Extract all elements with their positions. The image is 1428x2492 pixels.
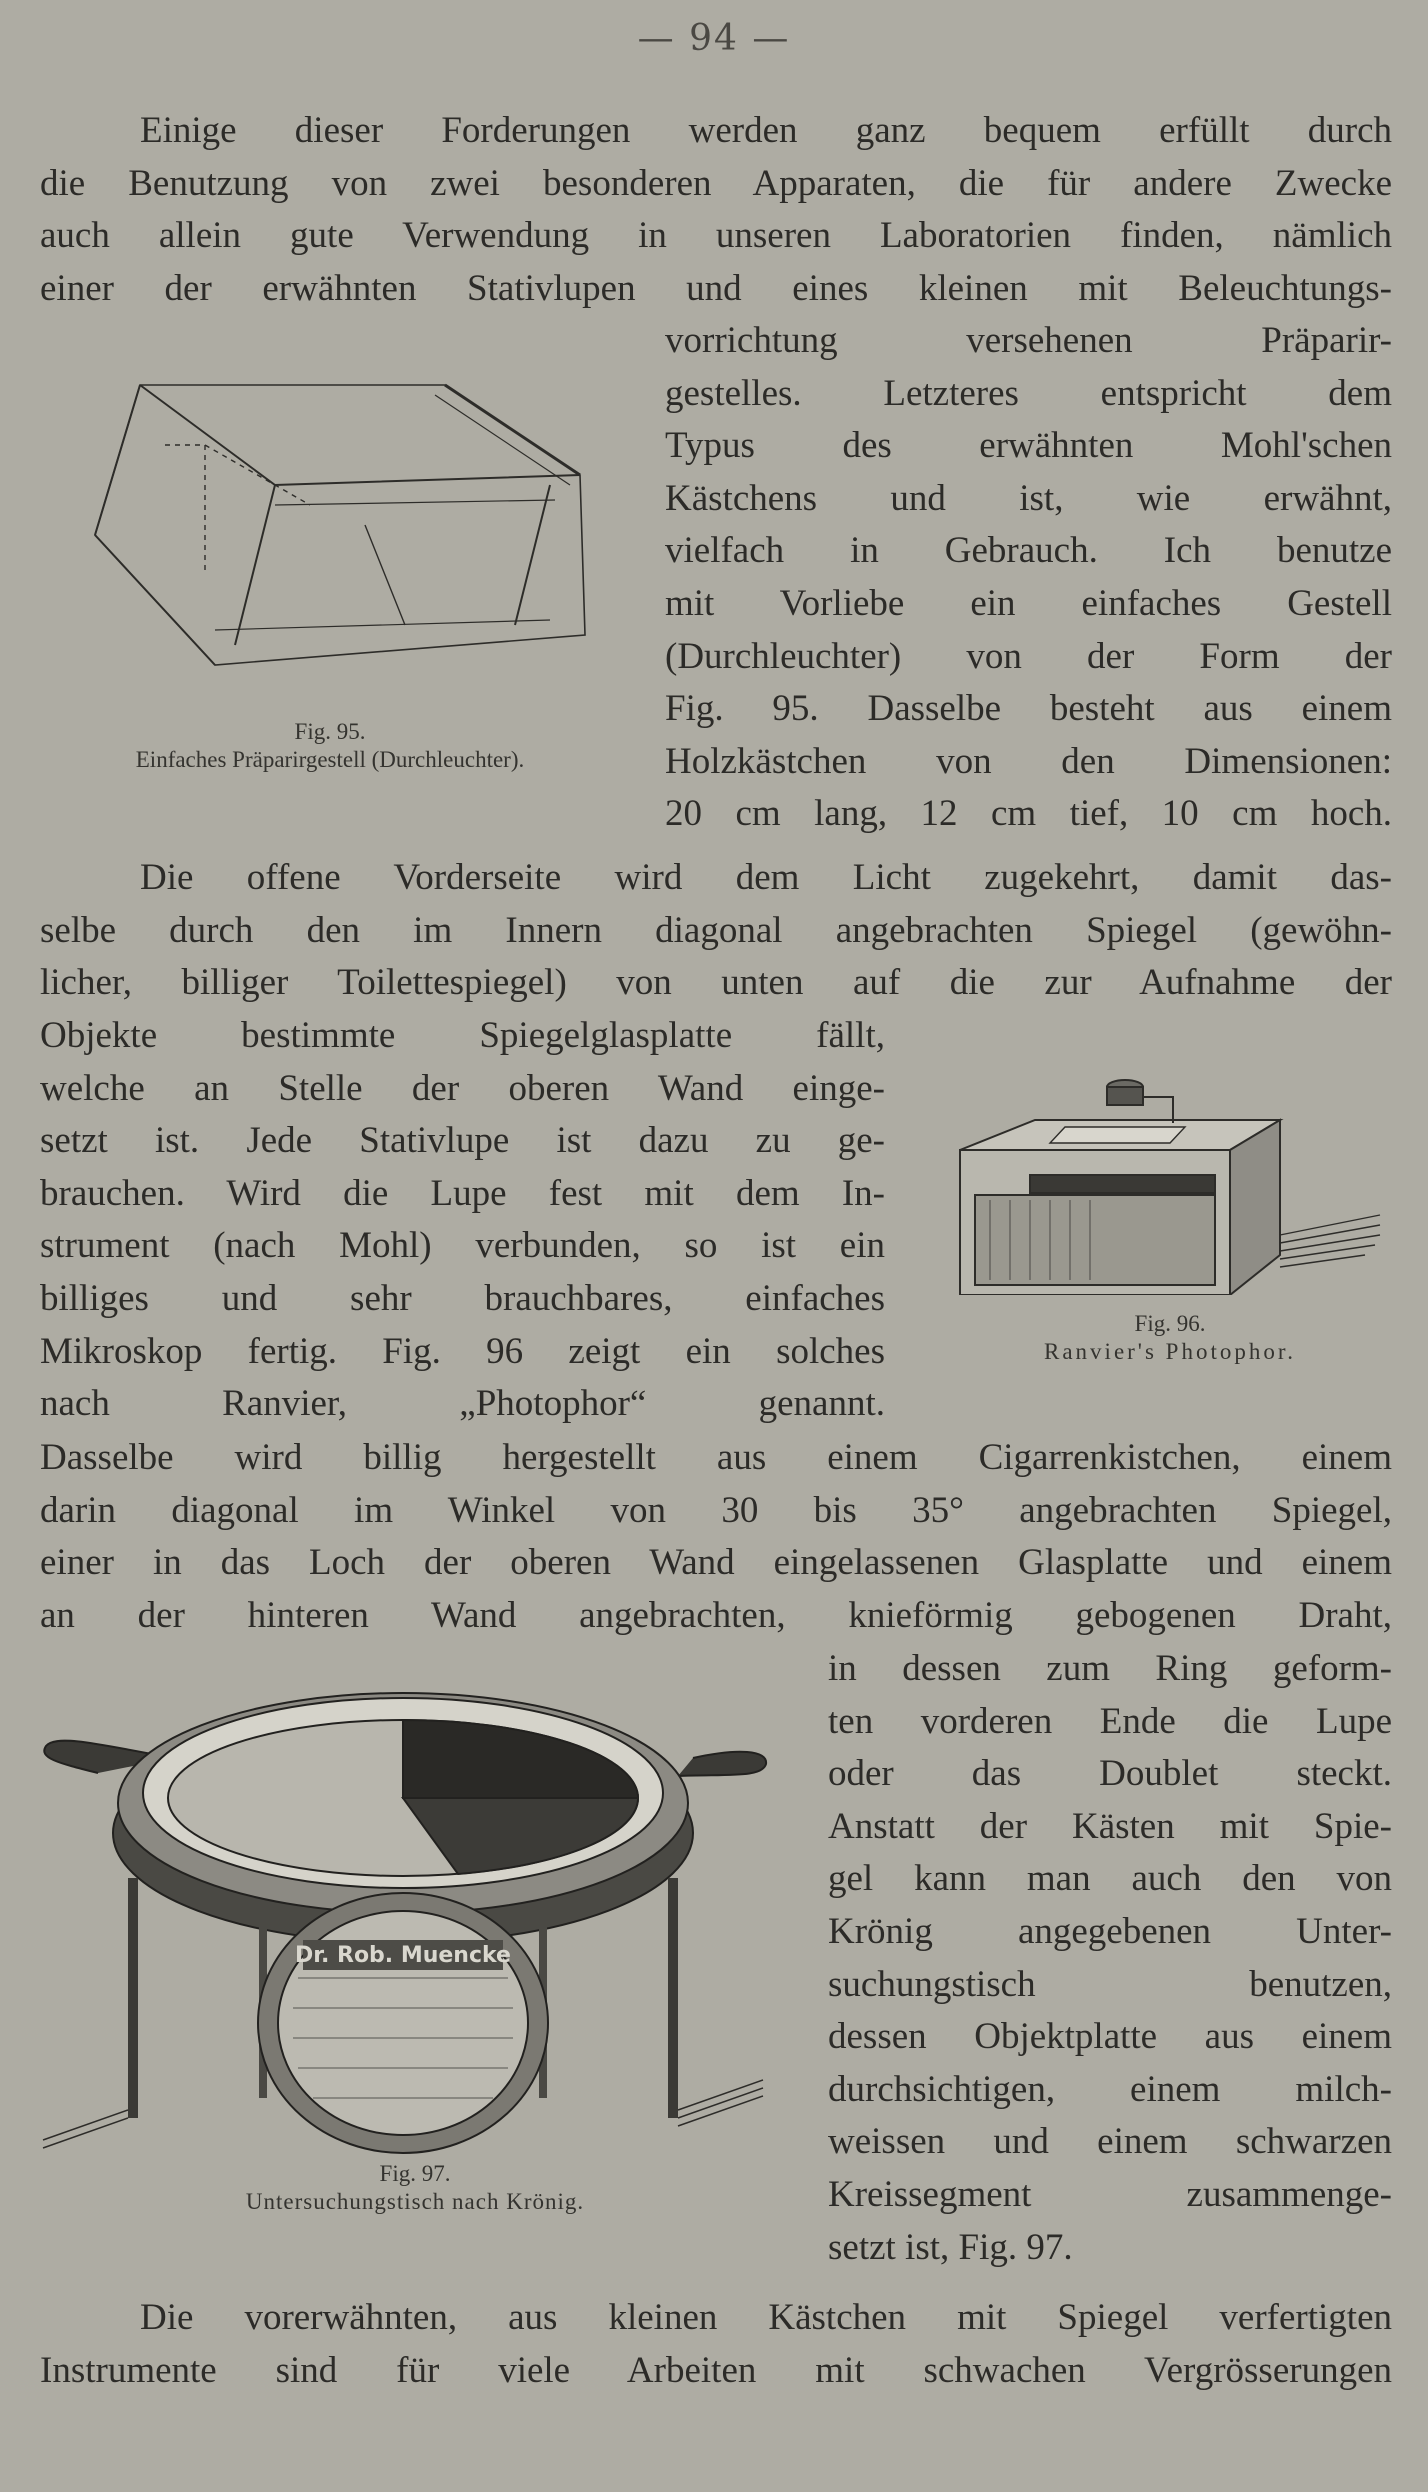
figure-95-title: Einfaches Präparirgestell (Durchleuchter). (135, 747, 525, 772)
figure-96-caption (960, 1310, 1380, 1366)
figure-97-drawing (38, 1678, 768, 2158)
text-line: oder das Doublet steckt. (828, 1753, 1392, 1795)
figure-95-label: Fig. 95. (294, 719, 366, 744)
paragraph-intro-wrap (665, 315, 1392, 841)
text-line: in dessen zum Ring geform- (828, 1648, 1392, 1689)
text-line: Einige dieser Forderungen werden ganz bequem erfüllt durch (140, 110, 1392, 151)
text-line: selbe durch den im Innern diagonal angebrachten Spiegel (gewöhn- (40, 909, 1392, 951)
text-line: (Durchleuchter) von der Form der (665, 635, 1392, 677)
text-line: strument (nach Mohl) verbunden, so ist ein (40, 1225, 885, 1267)
figure-97-caption (40, 2160, 790, 2216)
figure-95-caption (40, 718, 620, 774)
text-line: dessen Objektplatte aus einem (828, 2016, 1392, 2058)
text-line: an der hinteren Wand angebrachten, knieförmig gebogenen Draht, (40, 1594, 1392, 1636)
paragraph-cigarrenkistchen (40, 1432, 1392, 1642)
text-line: billiges und sehr brauchbares, einfaches (40, 1277, 885, 1319)
text-line: Die vorerwähnten, aus kleinen Kästchen mit Spiegel verfertigten (140, 2297, 1392, 2338)
text-line: vielfach in Gebrauch. Ich benutze (665, 530, 1392, 572)
figure-96-label: Fig. 96. (1134, 1311, 1206, 1336)
text-line: ten vorderen Ende die Lupe (828, 1700, 1392, 1742)
text-line: gestelles. Letzteres entspricht dem (665, 372, 1392, 414)
text-line: Die offene Vorderseite wird dem Licht zugekehrt, damit das- (140, 857, 1392, 898)
text-line: welche an Stelle der oberen Wand einge- (40, 1067, 885, 1109)
text-line: licher, billiger Toilettespiegel) von unten auf die zur Aufnahme der (40, 962, 1392, 1004)
text-line: darin diagonal im Winkel von 30 bis 35° angebrachten Spiegel, (40, 1489, 1392, 1531)
text-line: gel kann man auch den von (828, 1858, 1392, 1900)
text-line: Holzkästchen von den Dimensionen: (665, 740, 1392, 782)
text-line: brauchen. Wird die Lupe fest mit dem In- (40, 1172, 885, 1214)
paragraph-intro (40, 105, 1392, 315)
text-line: Instrumente sind für viele Arbeiten mit schwachen Vergrösserungen (40, 2349, 1392, 2391)
figure-97-label: Fig. 97. (379, 2161, 451, 2186)
text-line: Objekte bestimmte Spiegelglasplatte fällt, (40, 1015, 885, 1056)
figure-97-plate-text: Dr. Rob. Muencke (295, 1943, 511, 1968)
text-line: einer der erwähnten Stativlupen und eines kleinen mit Beleuchtungs- (40, 267, 1392, 309)
paragraph-cigarrenkistchen-wrap (828, 1643, 1392, 2274)
text-line: Dasselbe wird billig hergestellt aus einem Cigarrenkistchen, einem (40, 1437, 1392, 1478)
paragraph-vorderseite-wrap (40, 1010, 885, 1431)
text-line: mit Vorliebe ein einfaches Gestell (665, 582, 1392, 624)
text-line: Fig. 95. Dasselbe besteht aus einem (665, 688, 1392, 730)
figure-96-drawing (955, 1075, 1385, 1295)
text-line: die Benutzung von zwei besonderen Apparaten, die für andere Zwecke (40, 162, 1392, 204)
text-line: setzt ist, Fig. 97. (828, 2226, 1073, 2268)
text-line: auch allein gute Verwendung in unseren Laboratorien finden, nämlich (40, 215, 1392, 257)
text-line: vorrichtung versehenen Präparir- (665, 320, 1392, 361)
paragraph-closing (40, 2292, 1392, 2397)
text-line: suchungstisch benutzen, (828, 1963, 1392, 2005)
figure-96-title: Ranvier's Photophor. (1044, 1339, 1296, 1364)
paragraph-vorderseite (40, 852, 1392, 1010)
text-line: nach Ranvier, „Photophor“ genannt. (40, 1383, 885, 1425)
page-number: — 94 — (637, 18, 791, 59)
text-line: Kästchens und ist, wie erwähnt, (665, 477, 1392, 519)
text-line: Anstatt der Kästen mit Spie- (828, 1805, 1392, 1847)
text-line: einer in das Loch der oberen Wand eingelassenen Glasplatte und einem (40, 1542, 1392, 1584)
text-line: 20 cm lang, 12 cm tief, 10 cm hoch. (665, 793, 1392, 835)
text-line: Kreissegment zusammenge- (828, 2173, 1392, 2215)
figure-97-title: Untersuchungstisch nach Krönig. (245, 2189, 585, 2214)
figure-95-drawing (75, 375, 595, 675)
text-line: Krönig angegebenen Unter- (828, 1910, 1392, 1952)
text-line: weissen und einem schwarzen (828, 2121, 1392, 2163)
text-line: durchsichtigen, einem milch- (828, 2068, 1392, 2110)
text-line: setzt ist. Jede Stativlupe ist dazu zu ge- (40, 1120, 885, 1162)
text-line: Mikroskop fertig. Fig. 96 zeigt ein solches (40, 1330, 885, 1372)
text-line: Typus des erwähnten Mohl'schen (665, 425, 1392, 467)
